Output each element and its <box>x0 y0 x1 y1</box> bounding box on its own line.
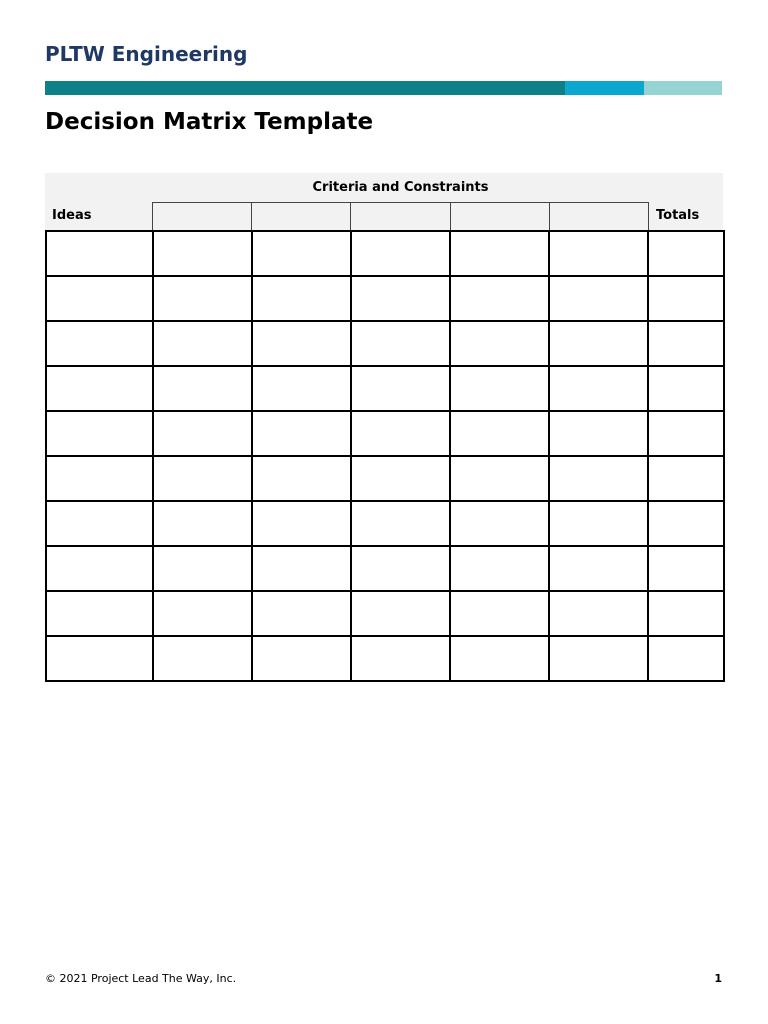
score-cell[interactable] <box>549 636 648 681</box>
table-row <box>46 546 724 591</box>
score-cell[interactable] <box>450 411 549 456</box>
score-cell[interactable] <box>549 231 648 276</box>
score-cell[interactable] <box>351 231 450 276</box>
score-cell[interactable] <box>549 321 648 366</box>
score-cell[interactable] <box>351 501 450 546</box>
brand-title: PLTW Engineering <box>45 42 248 66</box>
score-cell[interactable] <box>252 276 351 321</box>
criterion-header-cell[interactable] <box>251 203 350 230</box>
ideas-column-label: Ideas <box>52 208 92 223</box>
footer-copyright: © 2021 Project Lead The Way, Inc. <box>45 972 237 985</box>
score-cell[interactable] <box>450 276 549 321</box>
score-cell[interactable] <box>252 411 351 456</box>
total-cell[interactable] <box>648 321 724 366</box>
score-cell[interactable] <box>351 321 450 366</box>
idea-cell[interactable] <box>46 636 153 681</box>
total-cell[interactable] <box>648 546 724 591</box>
decision-matrix <box>45 173 723 682</box>
score-cell[interactable] <box>450 501 549 546</box>
idea-cell[interactable] <box>46 591 153 636</box>
score-cell[interactable] <box>153 546 252 591</box>
criteria-caption: Criteria and Constraints <box>312 180 489 195</box>
idea-cell[interactable] <box>46 231 153 276</box>
score-cell[interactable] <box>549 411 648 456</box>
criterion-header-cell[interactable] <box>549 203 649 230</box>
score-cell[interactable] <box>252 591 351 636</box>
score-cell[interactable] <box>351 591 450 636</box>
idea-cell[interactable] <box>46 276 153 321</box>
score-cell[interactable] <box>549 366 648 411</box>
score-cell[interactable] <box>153 276 252 321</box>
score-cell[interactable] <box>450 456 549 501</box>
table-row <box>46 456 724 501</box>
table-row <box>46 501 724 546</box>
score-cell[interactable] <box>549 591 648 636</box>
score-cell[interactable] <box>351 411 450 456</box>
criterion-header-cell[interactable] <box>450 203 549 230</box>
footer-page-number: 1 <box>714 972 722 985</box>
idea-cell[interactable] <box>46 501 153 546</box>
table-row <box>46 321 724 366</box>
total-cell[interactable] <box>648 231 724 276</box>
score-cell[interactable] <box>252 456 351 501</box>
color-bar-segment-teal <box>45 81 565 95</box>
matrix-grid <box>45 230 725 682</box>
total-cell[interactable] <box>648 501 724 546</box>
criterion-header-cell[interactable] <box>350 203 449 230</box>
score-cell[interactable] <box>153 456 252 501</box>
table-row <box>46 636 724 681</box>
color-bar-segment-light <box>644 81 722 95</box>
score-cell[interactable] <box>549 501 648 546</box>
total-cell[interactable] <box>648 411 724 456</box>
score-cell[interactable] <box>153 591 252 636</box>
table-row <box>46 411 724 456</box>
score-cell[interactable] <box>450 546 549 591</box>
color-bar-segment-blue <box>565 81 644 95</box>
criterion-header-cell[interactable] <box>152 203 251 230</box>
score-cell[interactable] <box>549 546 648 591</box>
score-cell[interactable] <box>549 276 648 321</box>
score-cell[interactable] <box>351 636 450 681</box>
idea-cell[interactable] <box>46 456 153 501</box>
score-cell[interactable] <box>351 456 450 501</box>
score-cell[interactable] <box>351 546 450 591</box>
total-cell[interactable] <box>648 366 724 411</box>
score-cell[interactable] <box>153 321 252 366</box>
brand-color-bar <box>45 81 722 95</box>
score-cell[interactable] <box>450 591 549 636</box>
idea-cell[interactable] <box>46 366 153 411</box>
score-cell[interactable] <box>450 366 549 411</box>
matrix-header <box>45 173 723 230</box>
score-cell[interactable] <box>153 411 252 456</box>
total-cell[interactable] <box>648 591 724 636</box>
table-row <box>46 366 724 411</box>
idea-cell[interactable] <box>46 411 153 456</box>
idea-cell[interactable] <box>46 321 153 366</box>
table-row <box>46 231 724 276</box>
total-cell[interactable] <box>648 456 724 501</box>
score-cell[interactable] <box>450 636 549 681</box>
table-row <box>46 591 724 636</box>
score-cell[interactable] <box>252 546 351 591</box>
score-cell[interactable] <box>450 321 549 366</box>
score-cell[interactable] <box>450 231 549 276</box>
table-row <box>46 276 724 321</box>
score-cell[interactable] <box>252 636 351 681</box>
score-cell[interactable] <box>252 231 351 276</box>
idea-cell[interactable] <box>46 546 153 591</box>
totals-column-label: Totals <box>656 208 700 223</box>
document-title: Decision Matrix Template <box>45 109 374 135</box>
score-cell[interactable] <box>252 501 351 546</box>
score-cell[interactable] <box>252 321 351 366</box>
score-cell[interactable] <box>153 366 252 411</box>
score-cell[interactable] <box>153 636 252 681</box>
total-cell[interactable] <box>648 636 724 681</box>
score-cell[interactable] <box>549 456 648 501</box>
score-cell[interactable] <box>351 366 450 411</box>
total-cell[interactable] <box>648 276 724 321</box>
score-cell[interactable] <box>153 231 252 276</box>
score-cell[interactable] <box>153 501 252 546</box>
score-cell[interactable] <box>252 366 351 411</box>
criteria-header-cells <box>152 202 649 230</box>
score-cell[interactable] <box>351 276 450 321</box>
